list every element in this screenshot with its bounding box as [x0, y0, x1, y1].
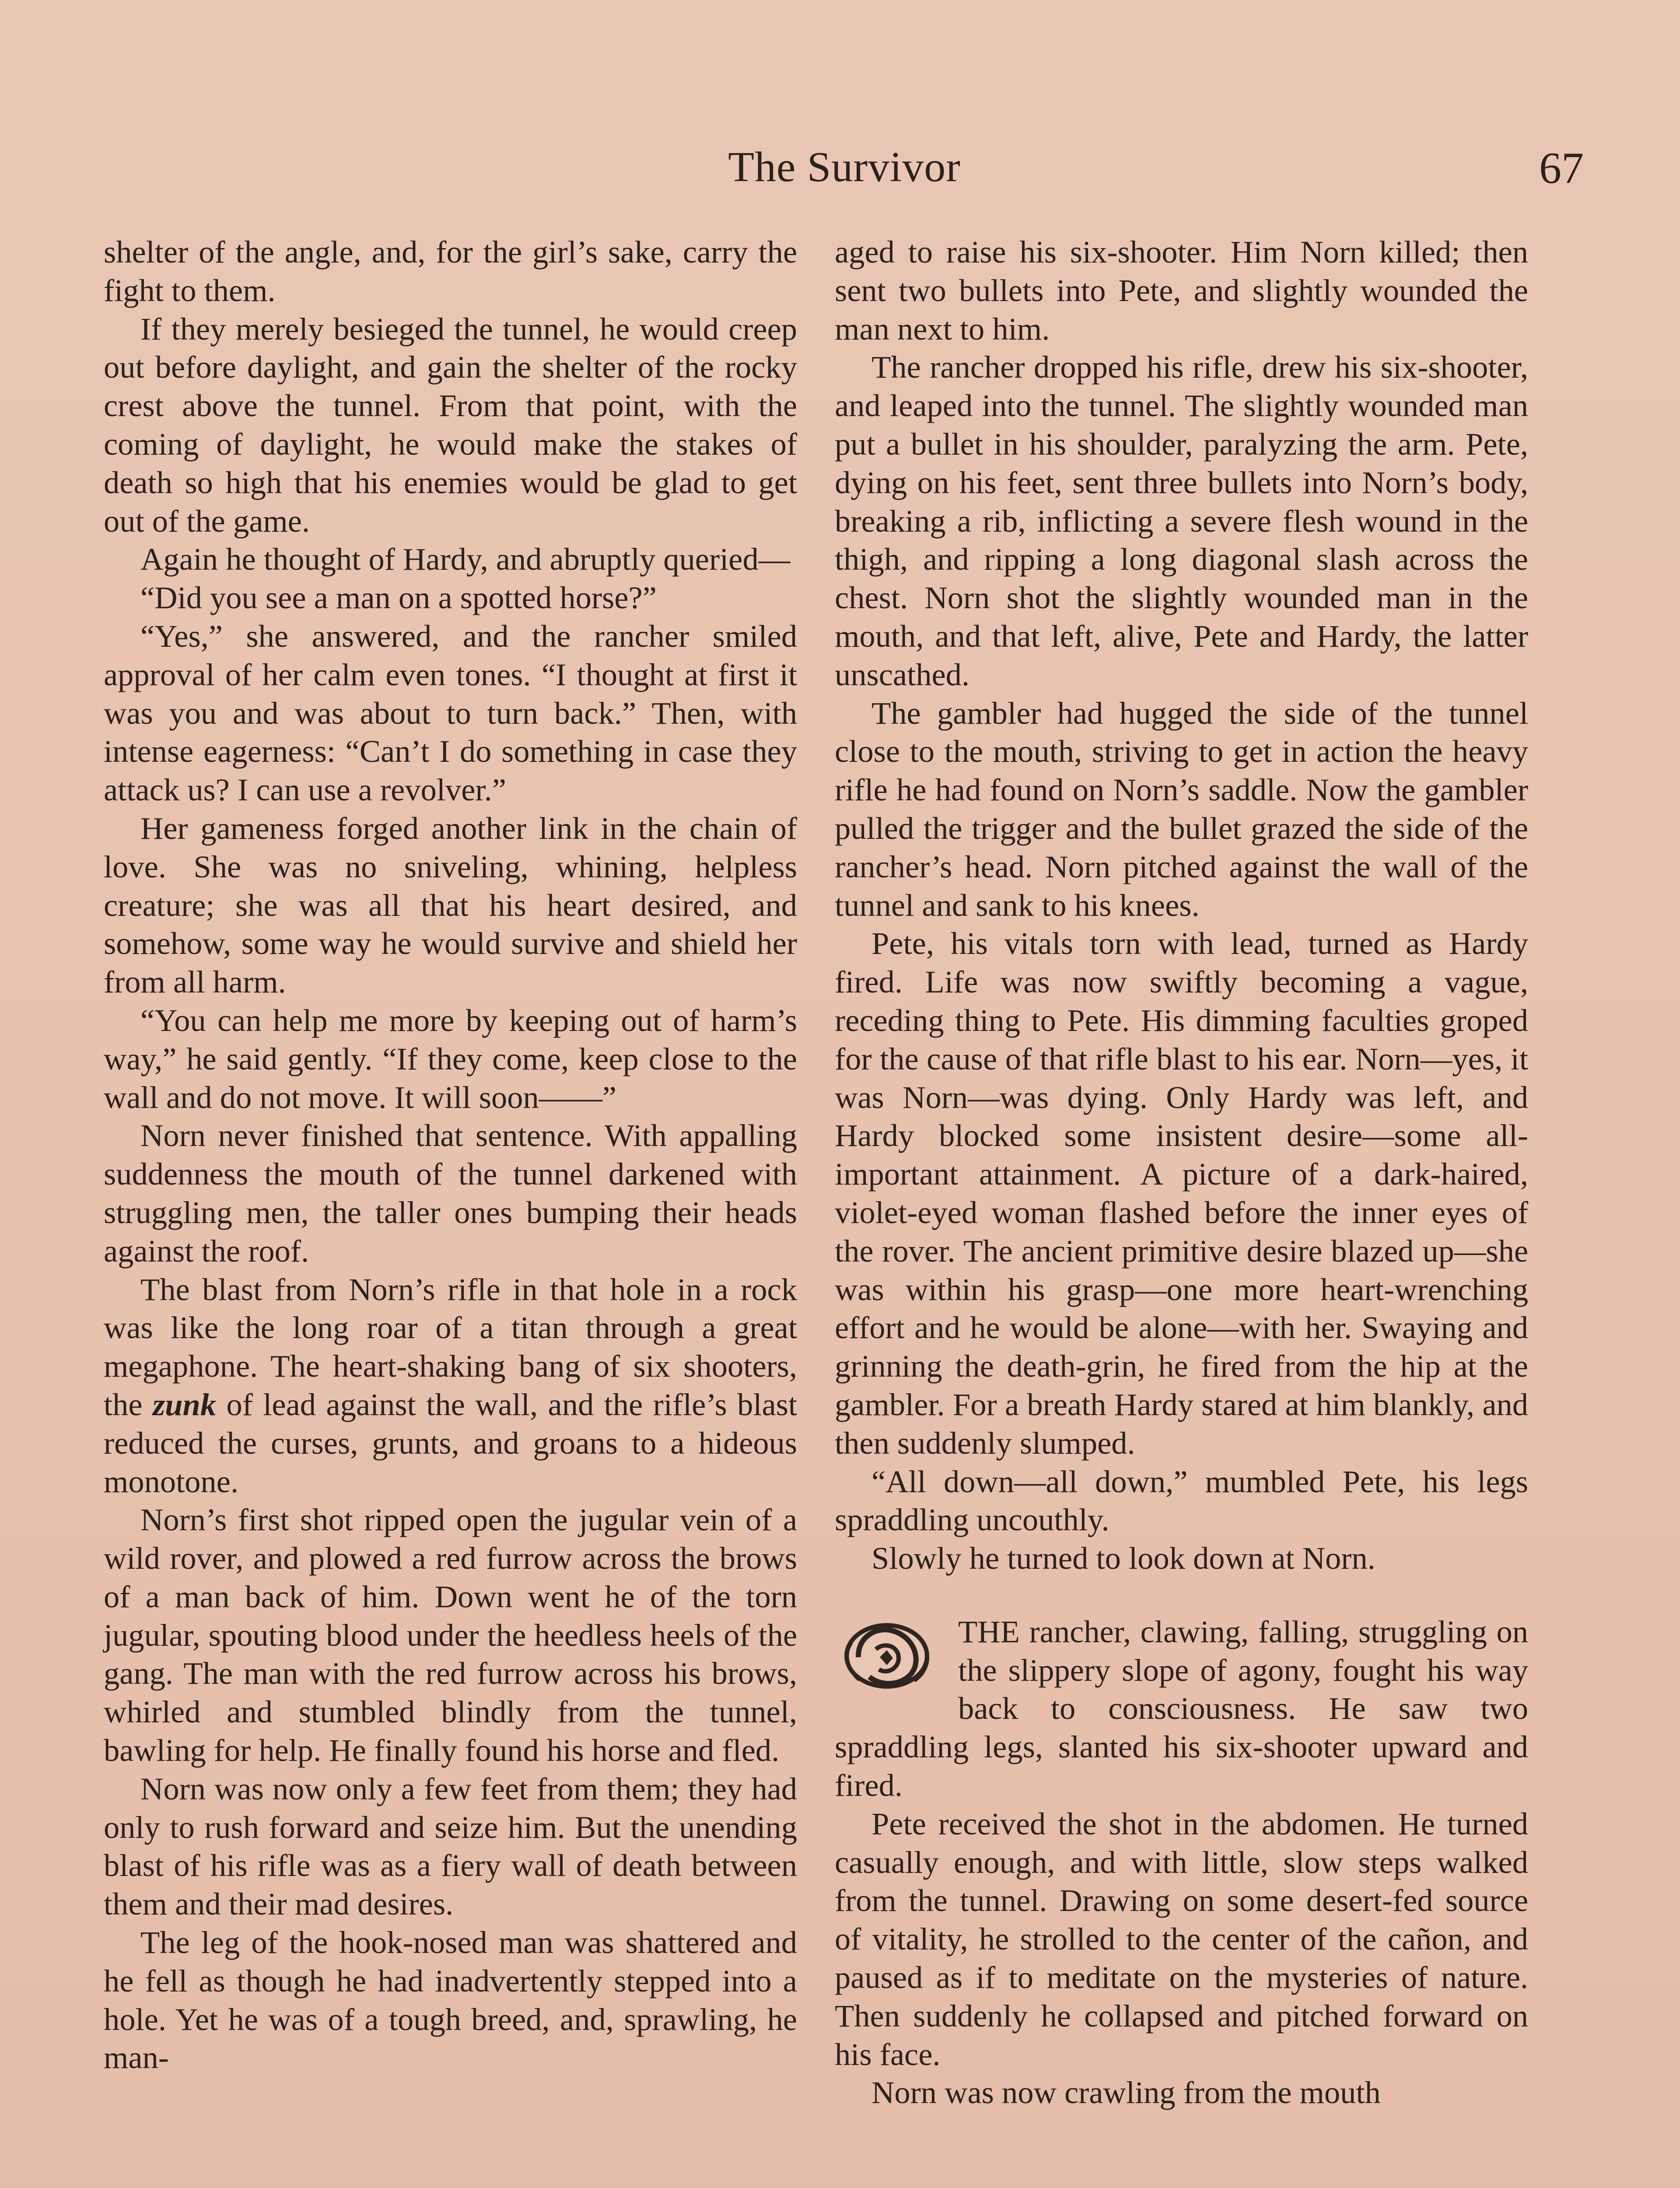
- paragraph: Norn was now only a few feet from them; they had only to rush forward and seize him. But the unending blast of his rifle was as a fiery wall of death between them and their mad desires.: [104, 1771, 797, 1922]
- paragraph: Slowly he turned to look down at Norn.: [872, 1540, 1376, 1576]
- paragraph: “All down—all down,” mumbled Pete, his legs spraddling uncouthly.: [835, 1463, 1528, 1538]
- page-number: 67: [1539, 144, 1584, 193]
- paragraph: Pete, his vitals torn with lead, turned as Hardy fired. Life was now swiftly becoming a vague, receding thing to Pete. His dimming faculties groped for the cause of that rifle blast to his ear. Norn—yes, it was Norn—was dying. Only Hardy was left, and Hardy blocked some insistent desire—some all-important attainment. A picture of a dark-haired, violet-eyed woman flashed before the inner eyes of the rover. The ancient primitive desire blazed up—she was within his grasp—one more heart-wrenching effort and he would be alone—with her. Swaying and grinning the death-grin, he fired from the hip at the gambler. For a breath Hardy stared at him blankly, and then suddenly slumped.: [835, 926, 1528, 1461]
- paragraph: Her gameness forged another link in the chain of love. She was no sniveling, whining, helpless creature; she was all that his heart desired, and somehow, some way he would survive and shield her from all harm.: [104, 810, 797, 1000]
- paragraph: Norn was now crawling from the mouth: [872, 2075, 1381, 2111]
- paragraph: aged to raise his six-shooter. Him Norn killed; then sent two bullets into Pete, and slightly wounded the man next to him.: [835, 234, 1528, 347]
- italic-word: zunk: [152, 1386, 217, 1422]
- right-column: [835, 233, 1528, 2112]
- section-break: [835, 1578, 1528, 1613]
- paragraph-text: The blast from Norn’s rifle in that hole in a rock was like the long roar of a titan through a great megaphone. The heart-shaking bang of six shooters, the: [104, 1271, 797, 1422]
- paragraph: Norn never finished that sentence. With appalling suddenness the mouth of the tunnel darkened with struggling men, the taller ones bumping their heads against the roof.: [104, 1118, 797, 1269]
- page-header: [105, 143, 1584, 195]
- paragraph: “You can help me more by keeping out of harm’s way,” he said gently. “If they come, keep close to the wall and do not move. It will soon——”: [104, 1002, 797, 1115]
- paragraph: “Yes,” she answered, and the rancher smiled approval of her calm even tones. “I thought at first it was you and was about to turn back.” Then, with intense eagerness: “Can’t I do something in case they attack us? I can use a revolver.”: [104, 618, 797, 808]
- left-column: [104, 233, 797, 2077]
- paragraph: Again he thought of Hardy, and abruptly queried—: [140, 541, 791, 577]
- running-title: The Survivor: [728, 144, 961, 191]
- paragraph-with-italic: [104, 1270, 797, 1501]
- paragraph: If they merely besieged the tunnel, he would creep out before daylight, and gain the shelter of the rocky crest above the tunnel. From that point, with the coming of daylight, he would make the stakes of death so high that his enemies would be glad to get out of the game.: [104, 311, 797, 539]
- paragraph: The gambler had hugged the side of the tunnel close to the mouth, striving to get in action the heavy rifle he had found on Norn’s saddle. Now the gambler pulled the trigger and the bullet grazed the side of the rancher’s head. Norn pitched against the wall of the tunnel and sank to his knees.: [835, 695, 1528, 923]
- paragraph: The rancher dropped his rifle, drew his six-shooter, and leaped into the tunnel. The slightly wounded man put a bullet in his shoulder, paralyzing the arm. Pete, dying on his feet, sent three bullets into Norn’s body, breaking a rib, inflicting a severe flesh wound in the thigh, and ripping a long diagonal slash across the chest. Norn shot the slightly wounded man in the mouth, and that left, alive, Pete and Hardy, the latter unscathed.: [835, 349, 1528, 692]
- paragraph: Pete received the shot in the abdomen. He turned casually enough, and with little, slow steps walked from the tunnel. Drawing on some desert-fed source of vitality, he strolled to the center of the cañon, and paused as if to meditate on the mysteries of nature. Then suddenly he collapsed and pitched forward on his face.: [835, 1806, 1528, 2072]
- paragraph: The leg of the hook-nosed man was shattered and he fell as though he had inadvertently stepped into a hole. Yet he was of a tough breed, and, sprawling, he man-: [104, 1925, 797, 2076]
- ornament-icon: [835, 1614, 939, 1697]
- paragraph: shelter of the angle, and, for the girl’s sake, carry the fight to them.: [104, 234, 797, 308]
- lead-paragraph: THE rancher, clawing, falling, struggling on the slippery slope of agony, fought his way back to consciousness. He saw two spraddling legs, slanted his six-shooter upward and fired.: [835, 1613, 1528, 1803]
- paragraph-text: of lead against the wall, and the rifle’s blast reduced the curses, grunts, and groans to a hideous monotone.: [104, 1386, 798, 1499]
- paragraph: Norn’s first shot ripped open the jugular vein of a wild rover, and plowed a red furrow across the brows of a man back of him. Down went he of the torn jugular, spouting blood under the heedless heels of the gang. The man with the red furrow across his brows, whirled and stumbled blindly from the tunnel, bawling for help. He finally found his horse and fled.: [104, 1502, 797, 1768]
- ornamented-paragraph-block: [835, 1613, 1528, 1805]
- paragraph: “Did you see a man on a spotted horse?”: [140, 580, 657, 616]
